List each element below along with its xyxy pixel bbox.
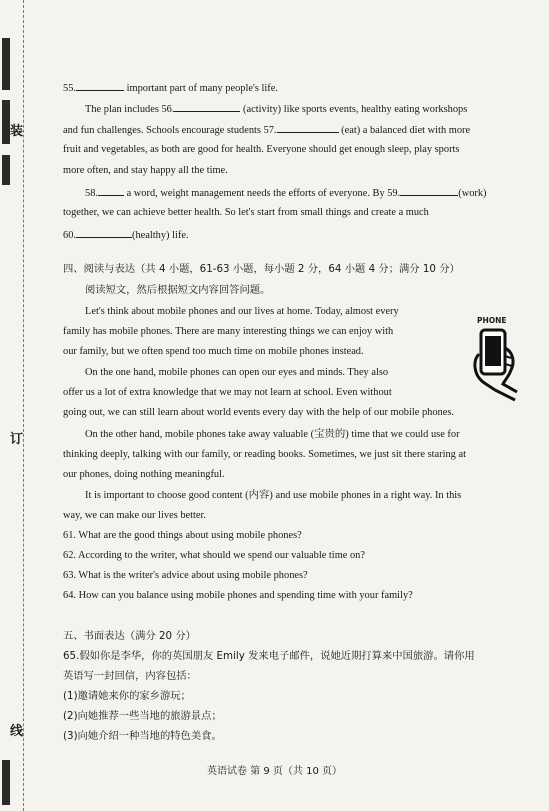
phone-hand-icon bbox=[471, 326, 521, 402]
cloze-text: a word, weight management needs the efforts of everyone. By 59. bbox=[124, 188, 401, 199]
cloze-text: (activity) like sports events, healthy eating workshops bbox=[240, 104, 468, 115]
cloze-text: (healthy) life. bbox=[132, 230, 189, 241]
writing-prompt-line: 英语写一封回信，内容包括： bbox=[63, 670, 197, 682]
passage-line: On the one hand, mobile phones can open our eyes and minds. They also bbox=[85, 367, 389, 378]
page-footer: 英语试卷 第 9 页（共 10 页） bbox=[207, 766, 342, 777]
cloze-line-3: fruit and vegetables, as both are good for health. Everyone should get enough sleep, play sports bbox=[63, 144, 460, 155]
blank-55 bbox=[76, 80, 124, 91]
passage-line: thinking deeply, talking with our family, or reading books. Sometimes, we just sit there staring at bbox=[63, 449, 466, 460]
binding-char-middle: 订 bbox=[10, 432, 24, 447]
binding-char-top: 装 bbox=[10, 124, 24, 139]
blank-58 bbox=[98, 185, 124, 196]
passage-line: way, we can make our lives better. bbox=[63, 510, 207, 521]
blank-56 bbox=[174, 101, 240, 112]
phone-figure-label: PHONE bbox=[477, 316, 507, 325]
binding-mark bbox=[2, 100, 10, 144]
binding-margin bbox=[0, 0, 30, 811]
cloze-q55 bbox=[63, 80, 278, 95]
section-4-instruction: 阅读短文，然后根据短文内容回答问题。 bbox=[85, 284, 271, 296]
cloze-line-4: more often, and stay happy all the time. bbox=[63, 165, 228, 176]
writing-prompt-line: (1)邀请她来你的家乡游玩； bbox=[63, 690, 191, 702]
blank-60 bbox=[76, 227, 132, 238]
phone-illustration bbox=[471, 316, 521, 400]
q55-text: important part of many people's life. bbox=[124, 83, 278, 94]
passage-line: our phones, doing nothing meaningful. bbox=[63, 469, 225, 480]
blank-59 bbox=[400, 185, 458, 196]
cloze-text: and fun challenges. Schools encourage students 57. bbox=[63, 125, 277, 136]
passage-line: family has mobile phones. There are many interesting things we can enjoy with bbox=[63, 326, 394, 337]
passage-line: Let's think about mobile phones and our lives at home. Today, almost every bbox=[85, 306, 399, 317]
writing-prompt-line: (2)向她推荐一些当地的旅游景点； bbox=[63, 710, 222, 722]
question-61: 61. What are the good things about using mobile phones? bbox=[63, 530, 302, 541]
cloze-text: 60. bbox=[63, 230, 76, 241]
cloze-line-7 bbox=[63, 227, 189, 242]
cloze-text: The plan includes 56. bbox=[85, 104, 175, 115]
cloze-line-6: together, we can achieve better health. So let's start from small things and create a much bbox=[63, 207, 429, 218]
passage-line: It is important to choose good content (内容) and use mobile phones in a right way. In this bbox=[85, 490, 462, 501]
passage-line: our family, but we often spend too much time on mobile phones instead. bbox=[63, 346, 364, 357]
binding-mark bbox=[2, 38, 10, 90]
passage-line: On the other hand, mobile phones take away valuable (宝贵的) time that we could use for bbox=[85, 429, 460, 440]
binding-char-bottom: 线 bbox=[10, 724, 24, 739]
writing-prompt-line: 65.假如你是李华，你的英国朋友 Emily 发来电子邮件，说她近期打算来中国旅游。请你用 bbox=[63, 650, 475, 662]
cloze-line-2 bbox=[63, 122, 470, 137]
cloze-line-1 bbox=[85, 101, 467, 116]
question-64: 64. How can you balance using mobile phones and spending time with your family? bbox=[63, 590, 413, 601]
q55-number: 55. bbox=[63, 83, 76, 94]
passage-line: going out, we can still learn about world events every day with the help of our mobile phones. bbox=[63, 407, 454, 418]
writing-prompt-line: (3)向她介绍一种当地的特色美食。 bbox=[63, 730, 222, 742]
cloze-text: (eat) a balanced diet with more bbox=[338, 125, 471, 136]
cloze-line-5 bbox=[85, 185, 487, 200]
binding-dashed-line bbox=[23, 0, 24, 811]
section-5-title: 五、书面表达（满分 20 分） bbox=[63, 630, 196, 642]
cloze-text: (work) bbox=[458, 188, 487, 199]
binding-mark bbox=[2, 155, 10, 185]
question-63: 63. What is the writer's advice about using mobile phones? bbox=[63, 570, 308, 581]
question-62: 62. According to the writer, what should we spend our valuable time on? bbox=[63, 550, 365, 561]
blank-57 bbox=[277, 122, 339, 133]
passage-line: offer us a lot of extra knowledge that we may not learn at school. Even without bbox=[63, 387, 392, 398]
cloze-text: 58. bbox=[85, 188, 98, 199]
section-4-title: 四、阅读与表达（共 4 小题，61-63 小题，每小题 2 分，64 小题 4 分；满分 10 分） bbox=[63, 263, 460, 275]
